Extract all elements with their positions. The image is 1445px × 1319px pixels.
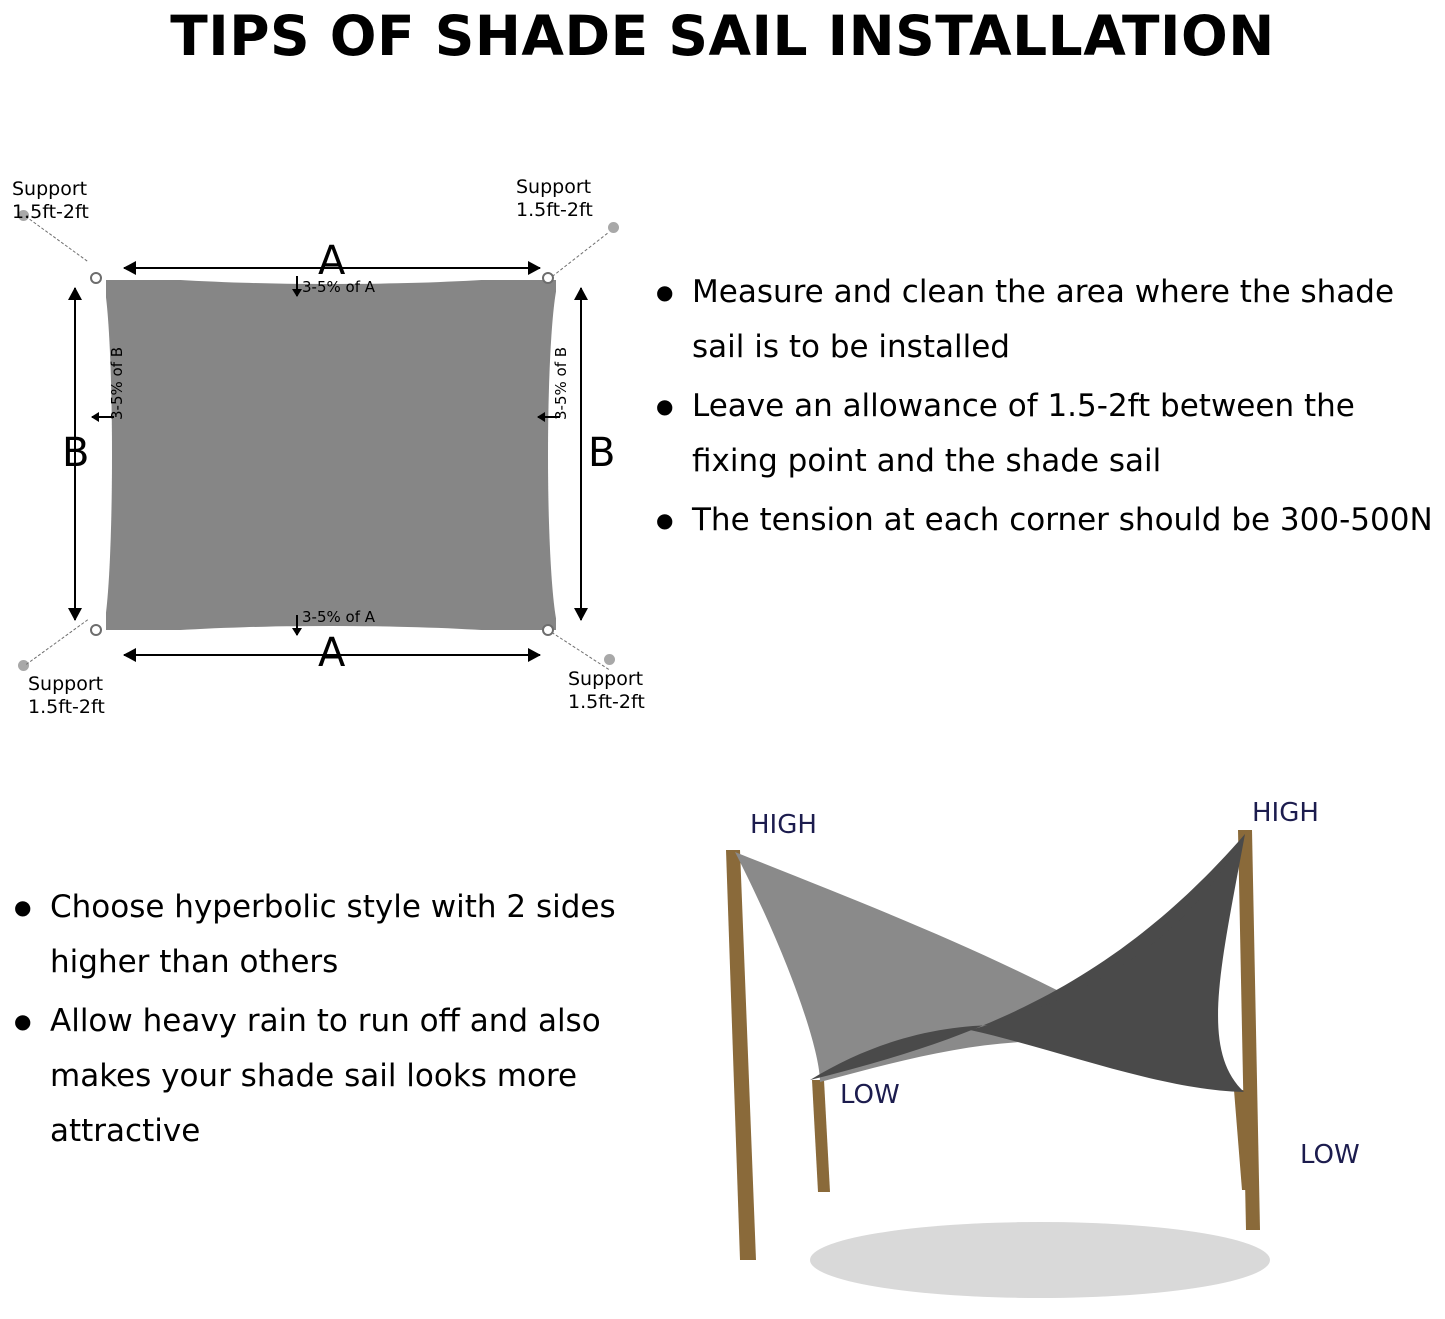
post-low-left [812, 1080, 830, 1192]
curve-tick-top [296, 276, 298, 296]
curve-tick-bottom [296, 615, 298, 635]
curve-label-top: 3-5% of A [302, 278, 376, 296]
sail-concave-left [90, 278, 112, 632]
corner-ring-bottom-right [542, 624, 554, 636]
list-item: ● The tension at each corner should be 300-500N [650, 493, 1445, 548]
support-label-line2: 1.5ft-2ft [12, 201, 89, 223]
sail-shape [106, 280, 556, 630]
support-line-top-right [552, 233, 608, 277]
curve-label-right: 3-5% of B [552, 346, 570, 420]
support-label-line1: Support [12, 178, 88, 200]
rectangle-sail-diagram [0, 160, 660, 730]
tips-list-left [8, 880, 628, 1163]
curve-label-left: 3-5% of B [108, 346, 126, 420]
ground-shadow [810, 1222, 1270, 1298]
label-low-right: LOW [1300, 1140, 1360, 1170]
hyperbolic-sail-illustration [640, 790, 1445, 1319]
support-label-top-right [516, 176, 593, 222]
page-title: TIPS OF SHADE SAIL INSTALLATION [170, 4, 1275, 68]
corner-ring-bottom-left [90, 624, 102, 636]
support-label-bottom-right [568, 668, 645, 714]
support-label-bottom-left [28, 673, 105, 719]
support-label-top-left [12, 178, 89, 224]
support-label-line2: 1.5ft-2ft [516, 199, 593, 221]
list-item: ● Allow heavy rain to run off and also makes your shade sail looks more attractive [8, 994, 628, 1159]
corner-ring-top-left [90, 272, 102, 284]
support-line-bottom-right [551, 632, 609, 670]
support-label-line1: Support [28, 673, 104, 695]
label-high-right: HIGH [1252, 798, 1319, 828]
corner-ring-top-right [542, 272, 554, 284]
dimension-label-b-left: B [62, 430, 90, 476]
dimension-label-a-bottom: A [318, 630, 346, 676]
list-item: ● Leave an allowance of 1.5-2ft between the fixing point and the shade sail [650, 379, 1445, 489]
support-dot-top-right [608, 222, 619, 233]
support-label-line2: 1.5ft-2ft [28, 696, 105, 718]
tips-list-right [650, 265, 1445, 552]
curve-label-bottom: 3-5% of A [302, 608, 376, 626]
post-high-left [726, 850, 756, 1260]
list-item: ● Choose hyperbolic style with 2 sides higher than others [8, 880, 628, 990]
list-item: ● Measure and clean the area where the shade sail is to be installed [650, 265, 1445, 375]
support-line-bottom-left [26, 619, 88, 664]
dimension-arrow-right [580, 288, 582, 620]
support-dot-bottom-right [604, 654, 615, 665]
support-label-line1: Support [568, 668, 644, 690]
sail-concave-right [548, 278, 574, 632]
label-low-left: LOW [840, 1080, 900, 1110]
label-high-left: HIGH [750, 810, 817, 840]
support-label-line2: 1.5ft-2ft [568, 691, 645, 713]
support-label-line1: Support [516, 176, 592, 198]
dimension-label-b-right: B [588, 430, 616, 476]
dimension-label-a-top: A [318, 238, 346, 284]
